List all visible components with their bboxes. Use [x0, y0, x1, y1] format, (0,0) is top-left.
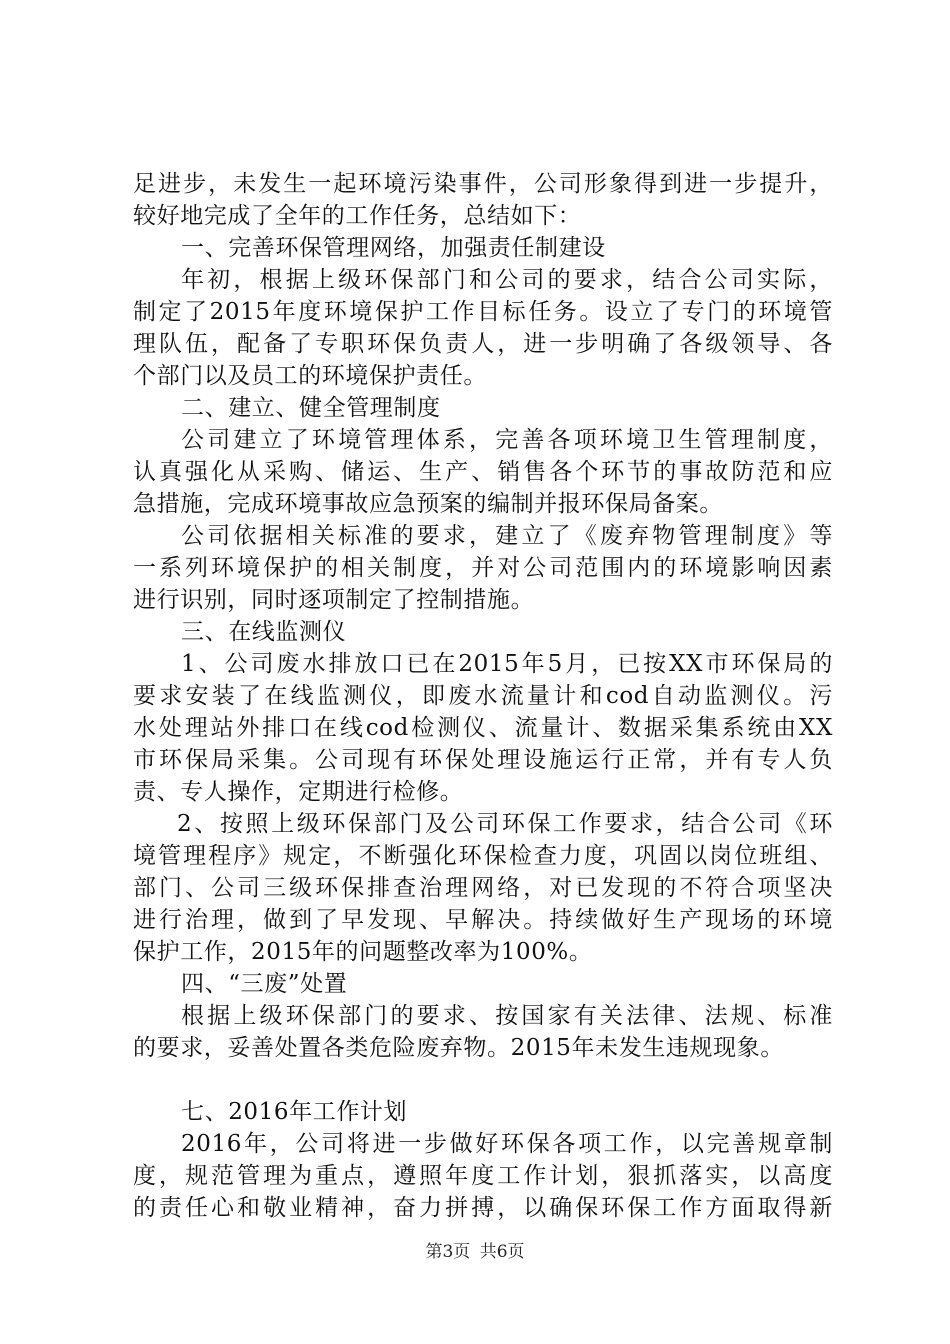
body-line: 理队伍，配备了专职环保负责人，进一步明确了各级领导、各 — [133, 331, 833, 357]
body-line: 的要求，妥善处置各类危险废弃物。2015年未发生违规现象。 — [133, 1035, 784, 1061]
body-line: 2、按照上级环保部门及公司环保工作要求，结合公司《环 — [177, 811, 833, 837]
section-heading-2: 二、建立、健全管理制度 — [181, 395, 441, 421]
paragraph-gap — [133, 1064, 833, 1096]
body-line: 个部门以及员工的环境保护责任。 — [133, 363, 487, 389]
body-line: 水处理站外排口在线cod检测仪、流量计、数据采集系统由XX — [133, 715, 833, 741]
body-line: 1、公司废水排放口已在2015年5月，已按XX市环保局的 — [181, 651, 833, 677]
document-body — [133, 168, 833, 1224]
body-line: 足进步，未发生一起环境污染事件，公司形象得到进一步提升， — [133, 171, 833, 197]
body-line: 责、专人操作，定期进行检修。 — [133, 779, 464, 805]
body-line: 市环保局采集。公司现有环保处理设施运行正常，并有专人负 — [133, 747, 833, 773]
body-line: 急措施，完成环境事故应急预案的编制并报环保局备案。 — [133, 491, 723, 517]
body-line: 公司建立了环境管理体系，完善各项环境卫生管理制度， — [181, 427, 833, 453]
section-heading-3: 三、在线监测仪 — [181, 619, 347, 645]
body-line: 年初，根据上级环保部门和公司的要求，结合公司实际， — [181, 267, 833, 293]
section-heading-7: 七、2016年工作计划 — [181, 1099, 408, 1125]
body-line: 较好地完成了全年的工作任务，总结如下： — [133, 203, 582, 229]
body-line: 境管理程序》规定，不断强化环保检查力度，巩固以岗位班组、 — [133, 843, 833, 869]
section-heading-4: 四、“三废”处置 — [181, 971, 348, 997]
page-total: 共6页 — [479, 1242, 525, 1262]
body-line: 公司依据相关标准的要求，建立了《废弃物管理制度》等 — [181, 523, 833, 549]
body-line: 一系列环境保护的相关制度，并对公司范围内的环境影响因素 — [133, 555, 833, 581]
body-line: 2016年，公司将进一步做好环保各项工作，以完善规章制 — [181, 1131, 833, 1157]
body-line: 的责任心和敬业精神，奋力拼搏，以确保环保工作方面取得新 — [133, 1195, 833, 1221]
body-line: 制定了2015年度环境保护工作目标任务。设立了专门的环境管 — [133, 299, 833, 325]
body-line: 度，规范管理为重点，遵照年度工作计划，狠抓落实，以高度 — [133, 1163, 833, 1189]
body-line: 进行识别，同时逐项制定了控制措施。 — [133, 587, 535, 613]
body-line: 进行治理，做到了早发现、早解决。持续做好生产现场的环境 — [133, 907, 833, 933]
section-heading-1: 一、完善环保管理网络，加强责任制建设 — [181, 235, 606, 261]
body-line: 要求安装了在线监测仪，即废水流量计和cod自动监测仪。污 — [133, 683, 833, 709]
body-line: 部门、公司三级环保排查治理网络，对已发现的不符合项坚决 — [133, 875, 833, 901]
body-line: 保护工作，2015年的问题整改率为100%。 — [133, 939, 593, 965]
body-line: 认真强化从采购、储运、生产、销售各个环节的事故防范和应 — [133, 459, 833, 485]
page-footer — [0, 1240, 950, 1264]
page-number: 第3页 — [425, 1242, 471, 1262]
body-line: 根据上级环保部门的要求、按国家有关法律、法规、标准 — [181, 1003, 833, 1029]
